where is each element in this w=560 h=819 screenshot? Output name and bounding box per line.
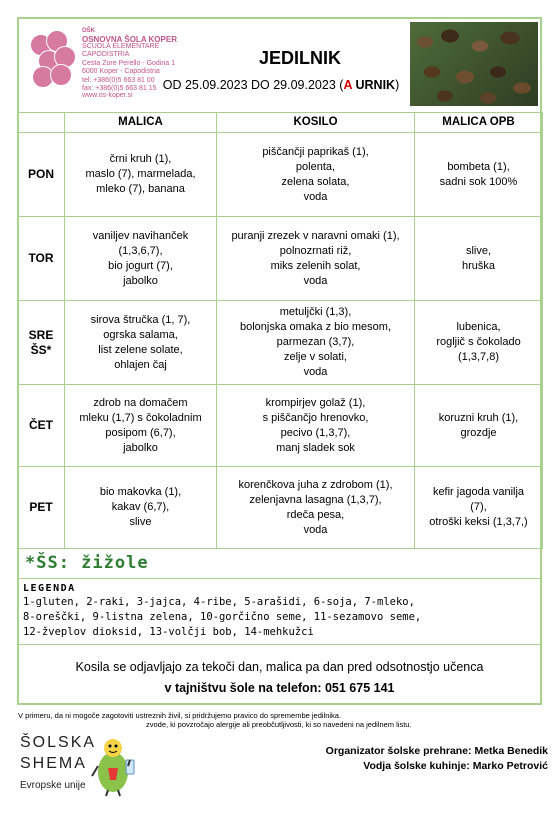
menu-cell-kosilo [217,385,415,467]
staff-info [300,744,548,774]
menu-item-line: črni kruh (1), [109,153,172,165]
menu-item-line: koruzni kruh (1), [438,411,519,424]
day-name: ČET [29,418,53,432]
notice-line2: v tajništvu šole na telefon: 051 675 141 [164,681,395,695]
menu-item-line: ohlajen čaj [114,358,167,371]
menu-item-line: s piščančjo hrenovko, [262,411,369,424]
menu-body [18,133,543,549]
menu-item-line: puranji zrezek v naravni omaki (1), [231,229,400,242]
date-range-text: OD 25.09.2023 DO 29.09.2023 ( [162,78,344,92]
menu-cell-malica-opb [415,467,543,549]
logo-balls-icon [28,28,78,88]
menu-item-line: metuljčki (1,3), [279,306,352,318]
date-range-suffix: ) [395,78,400,92]
menu-item-line: zelje v solati, [284,351,347,363]
urnik-word: URNIK [352,78,396,92]
menu-item-line: slive, [465,244,492,257]
table-row [18,385,543,467]
fine-print-line2: zvode, ki povzročajo alergije ali preobčutljivosti, ki so navedeni na jedilnem listu. [146,720,412,729]
menu-item-line: zelena solata, [281,175,350,188]
menu-item-line: bolonjska omaka z bio mesom, [239,321,391,333]
menu-item-line: kefir jagoda vanilja [432,486,525,498]
menu-item-line: bio jogurt (7), [108,259,173,272]
menu-item-line: mleku (1,7) s čokoladnim [79,411,202,424]
zizole-text: *ŠS: žižole [25,553,149,573]
menu-item-line: polenta, [295,160,336,173]
menu-cell-kosilo [217,133,415,217]
day-name: TOR [28,251,54,265]
menu-cell-kosilo [217,217,415,301]
table-row [18,467,543,549]
menu-item-line: ogrska salama, [103,328,178,341]
menu-table [17,112,543,549]
fine-print-line1: V primeru, da ni mogoče zagotoviti ustreznih živil, si pridržujemo pravico do spremembe jedilnika. [18,711,342,720]
allergen-legend [17,579,542,645]
menu-item-line: piščančji paprikaš (1), [262,145,369,158]
menu-item-line: hruška [461,259,496,272]
menu-item-line: miks zelenih solat, [270,259,361,272]
menu-item-line: otroški keksi (1,3,7,) [429,516,528,528]
logo-web: www.os-koper.si [82,92,133,99]
menu-item-line: rogljič s čokolado [436,336,521,348]
table-row [18,301,543,385]
day-label [18,133,65,217]
cancellation-notice [17,645,542,705]
schema-word2: SHEMA [20,755,87,772]
legend-line: 8-oreščki, 9-listna zelena, 10-gorčično seme, 11-sezamovo seme, [23,611,422,623]
menu-cell-malica [65,217,217,301]
menu-item-line: zelenjavna lasagna (1,3,7), [249,493,382,506]
menu-cell-malica-opb [415,301,543,385]
schema-word1: ŠOLSKA [20,734,97,751]
school-scheme-logo [20,728,140,800]
menu-cell-malica-opb [415,385,543,467]
menu-item-line: polnozrnati riž, [279,244,352,257]
day-label [18,467,65,549]
date-range [150,78,412,92]
menu-item-line: krompirjev golaž (1), [265,396,366,409]
menu-item-line: jabolko [123,274,158,287]
menu-item-line: sirova štručka (1, 7), [90,313,191,326]
menu-item-line: kakav (6,7), [111,501,170,513]
day-label [18,385,65,467]
column-header-malica-opb: MALICA OPB [415,113,543,133]
column-header-kosilo: KOSILO [217,113,415,133]
day-name: PON [27,167,54,181]
logo-address1: Cesta Zore Perello - Godina 1 [82,60,175,67]
menu-item-line: zdrob na domačem [93,396,188,409]
zizole-note [17,547,542,579]
day-label [18,217,65,301]
menu-item-line: maslo (7), marmelada, [85,168,196,180]
legend-title: LEGENDA [23,583,76,594]
day-school-scheme-mark: ŠS* [30,342,52,357]
menu-cell-malica [65,467,217,549]
menu-item-line: voda [303,523,328,536]
pear-mascot-icon [88,730,138,798]
menu-cell-malica-opb [415,217,543,301]
logo-brand: OŠK [82,28,96,34]
menu-item-line: parmezan (3,7), [276,336,355,348]
day-name: PET [29,500,53,514]
menu-item-line: vaniljev navihanček [92,229,189,242]
table-header-row [18,113,543,133]
menu-item-line: grozdje [460,426,497,439]
organizer-line: Organizator šolske prehrane: Metka Benedik [325,745,548,757]
legend-body [23,595,536,640]
menu-cell-kosilo [217,301,415,385]
menu-item-line: korenčkova juha z zdrobom (1), [238,478,393,491]
logo-tel: tel: +386(0)5 663 81 00 [82,77,155,84]
menu-cell-malica [65,301,217,385]
logo-school-name: OSNOVNA ŠOLA KOPER [82,34,177,44]
logo-address2: 6000 Koper - Capodistria [82,67,160,75]
logo-school-name-it: SCUOLA ELEMENTARE CAPODISTRIA [82,43,160,58]
menu-item-line: lubenica, [456,321,501,333]
menu-cell-malica [65,385,217,467]
menu-item-line: (1,3,7,8) [458,351,499,363]
table-row [18,133,543,217]
menu-item-line: jabolko [123,441,158,454]
menu-item-line: voda [303,274,328,287]
schema-subtitle: Evropske unije [20,780,86,791]
urnik-letter: A [343,78,353,92]
menu-item-line: pecivo (1,3,7), [280,426,351,439]
menu-cell-malica-opb [415,133,543,217]
menu-cell-kosilo [217,467,415,549]
menu-item-line: bio makovka (1), [99,486,182,498]
column-header-malica: MALICA [65,113,217,133]
menu-item-line: (1,3,6,7), [118,244,163,257]
fine-print [18,711,412,729]
menu-item-line: bombeta (1), [447,160,510,173]
olives-photo [410,22,538,106]
menu-item-line: sadni sok 100% [439,175,518,188]
menu-item-line: voda [303,190,328,203]
day-label [18,301,65,385]
legend-line: 12-žveplov dioksid, 13-volčji bob, 14-mehkužci [23,626,314,638]
menu-item-line: mleko (7), banana [96,183,185,195]
menu-item-line: slive [129,516,152,528]
menu-item-line: (7), [470,501,487,513]
kitchen-head-line: Vodja šolske kuhinje: Marko Petrović [363,760,548,772]
notice-line1: Kosila se odjavljajo za tekoči dan, malica pa dan pred odsotnostjo učenca [75,660,484,674]
menu-item-line: list zelene solate, [98,343,183,356]
table-row [18,217,543,301]
menu-item-line: rdeča pesa, [286,508,345,521]
day-name: SRE [28,327,54,342]
column-header-day [18,113,65,133]
menu-item-line: voda [303,366,328,378]
legend-line: 1-gluten, 2-raki, 3-jajca, 4-ribe, 5-arašidi, 6-soja, 7-mleko, [23,596,415,608]
menu-item-line: posipom (6,7), [105,426,176,439]
menu-item-line: manj sladek sok [276,441,355,454]
page-title: JEDILNIK [258,48,341,68]
menu-cell-malica [65,133,217,217]
logo-fax: fax: +386(0)5 663 81 15 [82,84,157,92]
